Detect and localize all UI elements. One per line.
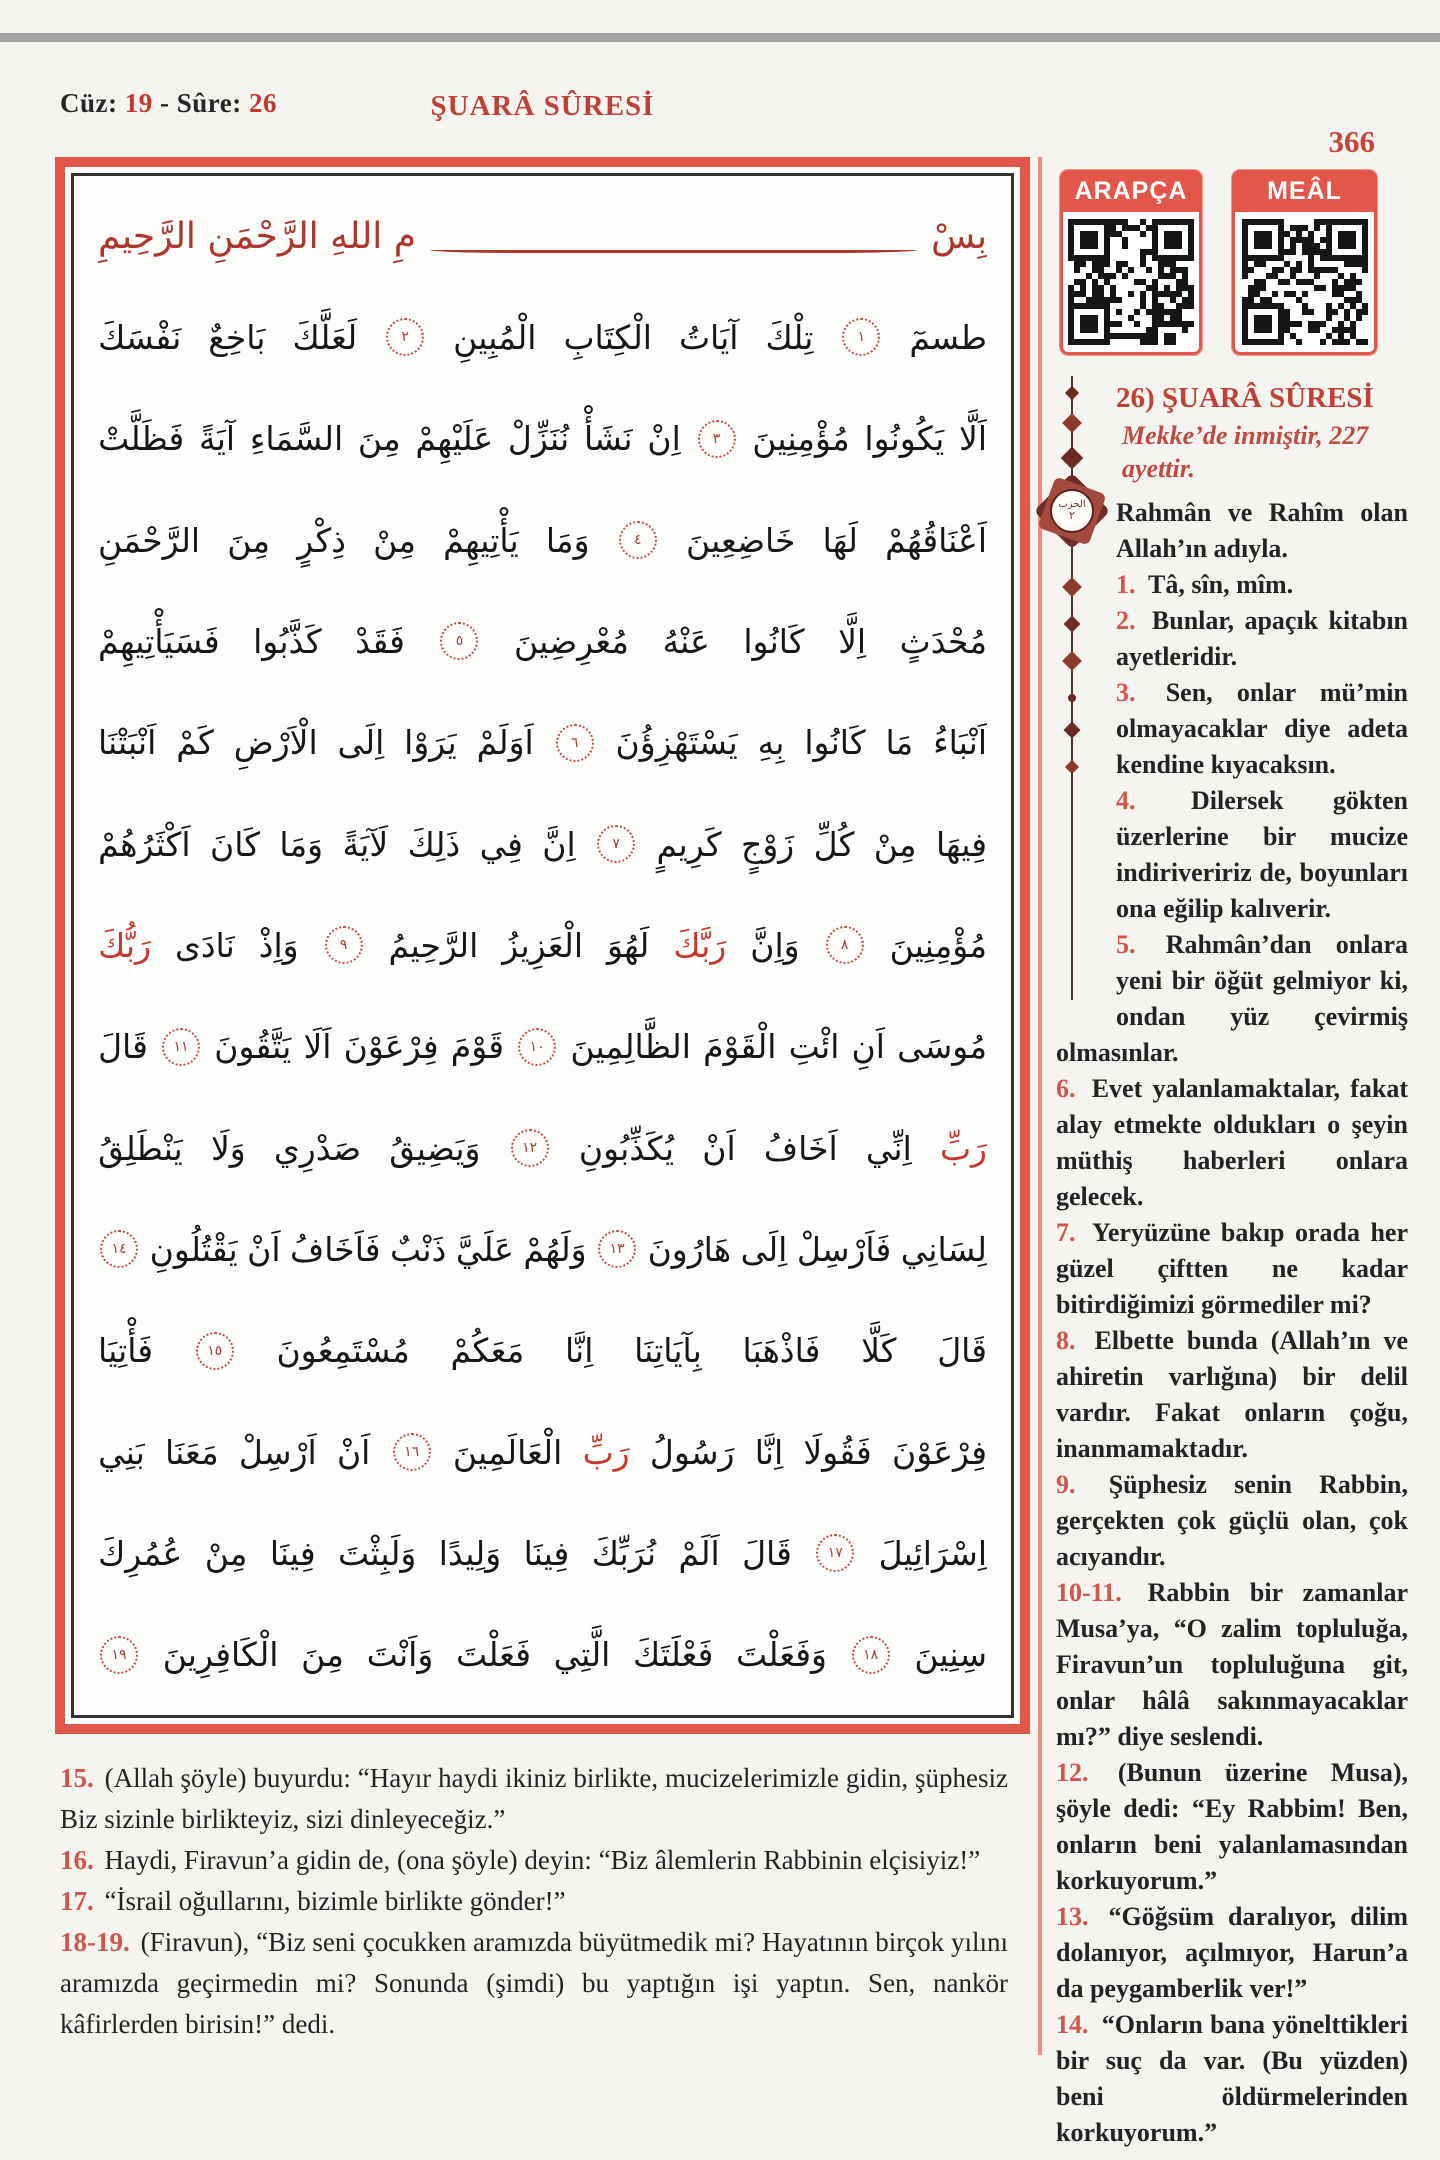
quran-word: لَآيَةً xyxy=(342,824,389,864)
quran-word: اَنْ xyxy=(702,1128,736,1168)
translation-verse: 12. (Bunun üzerine Musa), şöyle dedi: “Ey Rabbim! Ben, onların beni yalanlamasından korkuyorum.” xyxy=(1056,1758,1408,1895)
juz-label: Cüz: xyxy=(60,88,118,118)
quran-word: قَالَ xyxy=(937,1331,987,1371)
quran-word: بَاخِعٌ xyxy=(208,317,266,357)
quran-word: الظَّالِمِينَ xyxy=(570,1027,691,1067)
quran-line xyxy=(98,287,987,387)
bottom-verses xyxy=(60,1758,1008,2045)
quran-word: الْعَالَمِينَ xyxy=(452,1432,563,1472)
quran-word: الْاَرْضِ xyxy=(233,723,318,763)
quran-word: فَعَلْتَ xyxy=(455,1635,531,1675)
quran-word: لَعَلَّكَ xyxy=(292,317,358,357)
translation-verse: 6. Evet yalanlamaktalar, fakat alay etmekte oldukları o şeyin müthiş haberleri onlara gelecek. xyxy=(1056,1074,1408,1211)
quran-word: يَتَّقُونَ xyxy=(214,1027,292,1067)
quran-word: يَقْتُلُونِ xyxy=(149,1229,238,1269)
quran-word: الَّتِي xyxy=(553,1635,611,1675)
quran-line xyxy=(98,794,987,894)
quran-word: لِسَانِي xyxy=(900,1229,987,1269)
quran-word: فَقُولَا xyxy=(803,1432,872,1472)
quran-word: وَلِيدًا xyxy=(438,1533,502,1573)
quran-word: اِلَى xyxy=(740,1229,788,1269)
qr-meal-label: MEÂL xyxy=(1232,170,1377,212)
quran-word: اَرْسِلْ xyxy=(238,1432,317,1472)
quran-line xyxy=(98,693,987,793)
qr-code-meal xyxy=(1242,219,1368,345)
quran-word: تِلْكَ xyxy=(765,317,814,357)
quran-word: اِسْرَائِيلَ xyxy=(878,1533,987,1573)
quran-word: فِرْعَوْنَ xyxy=(892,1432,987,1472)
quran-line xyxy=(98,895,987,995)
quran-word: كَانَ xyxy=(209,824,260,864)
translation-verse: 9. Şüphesiz senin Rabbin, gerçekten çok güçlü olan, çok acıyandır. xyxy=(1056,1470,1408,1571)
quran-line xyxy=(98,1301,987,1401)
quran-word: رَسُولُ xyxy=(649,1432,735,1472)
quran-word-highlighted: رَبَّكَ xyxy=(673,925,727,965)
quran-word: اَلَّا xyxy=(959,419,987,459)
quran-word: اَنْ xyxy=(247,1229,281,1269)
verse-number: 14. xyxy=(1056,2010,1096,2039)
quran-word: ذَلِكَ xyxy=(407,824,461,864)
surah-value: 26 xyxy=(249,88,278,118)
header-separator: - xyxy=(160,88,170,118)
verse-marker: ١٧ xyxy=(816,1534,854,1572)
quran-word: عَنْهُ xyxy=(662,621,710,661)
quran-word: لَهَا xyxy=(822,520,858,560)
verse-number: 12. xyxy=(1056,1758,1112,1787)
translation-verse: 1. Tâ, sîn, mîm. xyxy=(1116,570,1294,599)
verse-marker: ٢ xyxy=(386,318,424,356)
basmala-kashida xyxy=(430,250,917,253)
qr-block-meal xyxy=(1232,170,1377,355)
verse-number: 18-19. xyxy=(60,1927,137,1957)
quran-word: وَيَضِيقُ xyxy=(389,1128,481,1168)
quran-text-area xyxy=(71,173,1014,1718)
quran-word: كُلِّ xyxy=(813,824,855,864)
translation-verse: Rahmân ve Rahîm olan Allah’ın adıyla. xyxy=(1116,498,1408,563)
quran-word: ذَنْبٌ xyxy=(390,1229,447,1269)
quran-word: نُنَزِّلْ xyxy=(507,419,570,459)
quran-word: اَوَلَمْ xyxy=(476,723,534,763)
quran-word: مِنَ xyxy=(301,1635,344,1675)
quran-word: وَمَا xyxy=(279,824,324,864)
translation-verse: 7. Yeryüzüne bakıp orada her güzel çiftten ne kadar bitirdiğimizi görmediler mi? xyxy=(1056,1218,1409,1319)
quran-word: آيَةً xyxy=(199,419,236,459)
verse-marker: ٥ xyxy=(440,622,478,660)
quran-word: وَاِذْ xyxy=(258,925,299,965)
quran-word: عَلَيْهِمْ xyxy=(415,419,494,459)
quran-word: صَدْرِي xyxy=(273,1128,362,1168)
quran-word: مِنَ xyxy=(357,419,401,459)
quran-word: وَلَبِثْتَ xyxy=(338,1533,417,1573)
quran-word: كَذَّبُوا xyxy=(253,621,322,661)
top-divider-rule xyxy=(0,33,1440,42)
quran-word: مِنْ xyxy=(204,1533,248,1573)
verse-number: 6. xyxy=(1056,1074,1086,1103)
quran-word: بِهِ xyxy=(757,723,785,763)
quran-word: الرَّحْمَنِ xyxy=(98,520,201,560)
quran-word: وَلَا xyxy=(210,1128,246,1168)
quran-word: وَفَعَلْتَ xyxy=(736,1635,827,1675)
quran-word: مُعْرِضِينَ xyxy=(514,621,629,661)
quran-word: فِينَا xyxy=(269,1533,316,1573)
translation-verse: 3. Sen, onlar mü’min olmayacaklar diye adeta kendine kıyacaksın. xyxy=(1116,678,1408,779)
hizb-number: ٢ xyxy=(1069,509,1075,522)
quran-word: الْمُبِينِ xyxy=(453,317,537,357)
quran-word: اَنْبَاءُ xyxy=(933,723,987,763)
verse-number: 13. xyxy=(1056,1902,1103,1931)
quran-word: يَرَوْا xyxy=(404,723,457,763)
quran-word: يَكُونُوا xyxy=(864,419,945,459)
verse-marker: ٤ xyxy=(619,521,657,559)
verse-marker: ٧ xyxy=(597,825,635,863)
quran-word: خَاضِعِينَ xyxy=(685,520,796,560)
verse-number: 15. xyxy=(60,1763,101,1793)
verse-number: 16. xyxy=(60,1845,101,1875)
basmala-right: بِسْ xyxy=(931,215,987,257)
quran-text-frame xyxy=(55,157,1030,1734)
quran-word: فَظَلَّتْ xyxy=(98,419,185,459)
quran-word: نَشَأْ xyxy=(583,419,633,459)
quran-word: مَعَكُمْ xyxy=(450,1331,525,1371)
quran-word: مُؤْمِنِينَ xyxy=(889,925,987,965)
quran-word: يَسْتَهْزِؤُنَ xyxy=(615,723,738,763)
quran-word: عَلَيَّ xyxy=(455,1229,514,1269)
quran-word: نَادَى xyxy=(175,925,235,965)
quran-word: اَلَمْ xyxy=(678,1533,720,1573)
quran-word: كَانُوا xyxy=(804,723,866,763)
verse-number: 17. xyxy=(60,1886,101,1916)
qr-code-arabic xyxy=(1068,219,1194,345)
quran-word: فَاَخَافُ xyxy=(290,1229,381,1269)
verse-marker: ١٦ xyxy=(393,1433,431,1471)
quran-word: لَهُوَ xyxy=(607,925,650,965)
quran-word-highlighted: رَبِّ xyxy=(939,1128,987,1168)
quran-word: وَاِنَّ xyxy=(750,925,800,965)
surah-label: Sûre: xyxy=(176,88,242,118)
quran-word: اِنَّ xyxy=(542,824,576,864)
verse-marker: ٦ xyxy=(556,724,594,762)
quran-word-highlighted: رَبُّكَ xyxy=(98,925,152,965)
bottom-translation xyxy=(60,1758,1008,2045)
verse-number: 1. xyxy=(1116,570,1142,599)
translation-verse: 10-11. Rabbin bir zamanlar Musa’ya, “O zalim topluluğa, Firavun’un topluluğuna git, onlar hâlâ sakınmayacaklar mı?” diye seslendi. xyxy=(1056,1578,1408,1751)
quran-word: قَالَ xyxy=(742,1533,792,1573)
quran-line xyxy=(98,1402,987,1502)
verse-marker: ١٢ xyxy=(511,1129,549,1167)
quran-line xyxy=(98,1605,987,1705)
quran-word: فِيهَا xyxy=(936,824,987,864)
quran-word: فَقَدْ xyxy=(355,621,405,661)
quran-word: الْكِتَابِ xyxy=(563,317,652,357)
basmala-left: مِ اللهِ الرَّحْمَنِ الرَّحِيمِ xyxy=(98,215,417,257)
page-number: 366 xyxy=(1328,124,1375,159)
translation-verse: 8. Elbette bunda (Allah’ın ve ahiretin varlığına) bir delil vardır. Fakat onların çoğu, inanmamaktadır. xyxy=(1056,1326,1408,1463)
verse-marker: ١٥ xyxy=(196,1332,234,1370)
quran-word: مُوسَى xyxy=(897,1027,987,1067)
quran-word: اِلَى xyxy=(337,723,385,763)
quran-word: مُؤْمِنِينَ xyxy=(752,419,850,459)
quran-word: اِلَّا xyxy=(838,621,867,661)
quran-line xyxy=(98,997,987,1097)
quran-word: فَسَيَأْتِيهِمْ xyxy=(98,621,220,661)
quran-word: مَا xyxy=(885,723,914,763)
quran-word: فَاَرْسِلْ xyxy=(796,1229,892,1269)
verse-number: 2. xyxy=(1116,606,1146,635)
verse-marker: ١٠ xyxy=(518,1028,556,1066)
quran-word: فِينَا xyxy=(523,1533,570,1573)
quran-word-highlighted: رَبِّ xyxy=(582,1432,630,1472)
quran-word: اَلَا xyxy=(303,1027,332,1067)
quran-word: قَالَ xyxy=(98,1027,148,1067)
quran-word: ائْتِ xyxy=(788,1027,840,1067)
quran-word: فَأْتِيَا xyxy=(98,1331,154,1371)
quran-word: نَفْسَكَ xyxy=(98,317,182,357)
quran-word: مُسْتَمِعُونَ xyxy=(276,1331,410,1371)
translation-verse: 15. (Allah şöyle) buyurdu: “Hayır haydi ikiniz birlikte, mucizelerimizle gidin, şüphesiz Biz sizinle birlikteyiz, sizi dinleyeceğiz.” xyxy=(60,1763,1009,1834)
verse-marker: ١٩ xyxy=(100,1636,138,1674)
quran-word: بَنِي xyxy=(98,1432,145,1472)
quran-word: اِنَّا xyxy=(754,1432,784,1472)
quran-word: بِآيَاتِنَا xyxy=(634,1331,702,1371)
quran-line xyxy=(98,1098,987,1198)
quran-word: فِرْعَوْنَ xyxy=(343,1027,439,1067)
hizb-medallion xyxy=(1050,489,1094,533)
quran-word: الْكَافِرِينَ xyxy=(162,1635,279,1675)
surah-heading: 26) ŞUARÂ SÛRESİ xyxy=(1116,382,1374,414)
quran-word: هَارُونَ xyxy=(647,1229,732,1269)
verse-number: 3. xyxy=(1116,678,1160,707)
quran-word: فَعْلَتَكَ xyxy=(632,1635,714,1675)
quran-word: مَعَنَا xyxy=(165,1432,219,1472)
quran-word: مِنَ xyxy=(227,520,271,560)
quran-word: مِنْ xyxy=(373,520,416,560)
quran-word: وَاَنْتَ xyxy=(366,1635,434,1675)
page-title: ŞUARÂ SÛRESİ xyxy=(430,90,655,122)
quran-word: طسمٓ xyxy=(909,317,987,357)
quran-word: اَنْ xyxy=(336,1432,371,1472)
quran-word: مُحْدَثٍ xyxy=(899,621,987,661)
verse-number: 9. xyxy=(1056,1470,1103,1499)
verse-number: 7. xyxy=(1056,1218,1086,1247)
surah-subheading: Mekke’de inmiştir, 227 ayettir. xyxy=(1122,421,1369,483)
quran-line xyxy=(98,389,987,489)
translation-verse: 18-19. (Firavun), “Biz seni çocukken aramızda büyütmedik mi? Hayatının birçok yılını aramızda geçirmedin mi? Sonunda (şimdi) bu yaptığın işi yaptın. Sen, nankör kâfirlerden birisin!” dedi. xyxy=(60,1927,1008,2039)
quran-word: فِي xyxy=(479,824,523,864)
quran-word: كَرِيمٍ xyxy=(656,824,722,864)
translation-verse: 16. Haydi, Firavun’a gidin de, (ona şöyle) deyin: “Biz âlemlerin Rabbinin elçisiyiz!” xyxy=(60,1845,981,1875)
quran-word: ذِكْرٍ xyxy=(297,520,346,560)
quran-word: وَلَهُمْ xyxy=(523,1229,587,1269)
quran-word: اَخَافُ xyxy=(763,1128,838,1168)
quran-word: فَاذْهَبَا xyxy=(742,1331,821,1371)
verse-marker: ٨ xyxy=(826,926,864,964)
quran-word: اِنِّي xyxy=(865,1128,912,1168)
verse-number: 8. xyxy=(1056,1326,1089,1355)
juz-value: 19 xyxy=(124,88,153,118)
verse-marker: ٩ xyxy=(325,926,363,964)
quran-line xyxy=(98,490,987,590)
translation-verse: 5. Rahmân’dan onlara yeni bir öğüt gelmiyor ki, ondan yüz çevirmiş olmasınlar. xyxy=(1056,930,1408,1067)
quran-word: آيَاتُ xyxy=(678,317,739,357)
verse-marker: ١٣ xyxy=(598,1230,636,1268)
verse-number: 4. xyxy=(1116,786,1185,815)
translation-sidebar xyxy=(1056,382,1408,2151)
qr-arabic-label: ARAPÇA xyxy=(1060,170,1202,212)
quran-word: يَأْتِيهِمْ xyxy=(443,520,519,560)
basmala-line xyxy=(98,186,987,286)
verse-marker: ١٤ xyxy=(100,1230,138,1268)
translation-verse: 17. “İsrail oğullarını, bizimle birlikte gönder!” xyxy=(60,1886,566,1916)
quran-word: اِنْ xyxy=(647,419,681,459)
verse-marker: ١٨ xyxy=(852,1636,890,1674)
quran-word: السَّمَاءِ xyxy=(249,419,344,459)
quran-word: كَانُوا xyxy=(743,621,805,661)
verse-marker: ٣ xyxy=(698,420,736,458)
verse-marker: ١ xyxy=(842,318,880,356)
sidebar-verses xyxy=(1056,495,1408,2151)
quran-word: كَمْ xyxy=(176,723,214,763)
quran-word: يُكَذِّبُونِ xyxy=(578,1128,675,1168)
quran-line xyxy=(98,1199,987,1299)
hizb-label: الحزب xyxy=(1058,499,1086,510)
translation-verse: 4. Dilersek gökten üzerlerine bir mucize indiriveririz de, boyunları ona eğilip kalıverir. xyxy=(1116,786,1409,923)
quran-word: زَوْجٍ xyxy=(741,824,795,864)
translation-verse: 13. “Göğsüm daralıyor, dilim dolanıyor, açılmıyor, Harun’a da peygamberlik ver!” xyxy=(1056,1902,1408,2003)
verse-number: 5. xyxy=(1116,930,1160,959)
quran-word: الْقَوْمَ xyxy=(703,1027,777,1067)
quran-word: الْعَزِيزُ xyxy=(502,925,584,965)
quran-word: الرَّحِيمُ xyxy=(388,925,479,965)
verse-marker: ١١ xyxy=(162,1028,200,1066)
hizb-ornament xyxy=(1040,372,1106,1008)
quran-word: مِنْ xyxy=(873,824,917,864)
quran-word: عُمُرِكَ xyxy=(98,1533,183,1573)
translation-verse: 14. “Onların bana yönelttikleri bir suç da var. (Bu yüzden) beni öldürmelerinden korkuyorum.” xyxy=(1056,2010,1408,2147)
quran-word: وَمَا xyxy=(545,520,590,560)
quran-word: يَنْطَلِقُ xyxy=(98,1128,183,1168)
quran-word: اِنَّا xyxy=(564,1331,594,1371)
quran-word: كَلَّا xyxy=(861,1331,897,1371)
verse-number: 10-11. xyxy=(1056,1578,1142,1607)
quran-line xyxy=(98,591,987,691)
quran-word: اَكْثَرُهُمْ xyxy=(98,824,191,864)
quran-word: سِنِينَ xyxy=(914,1635,987,1675)
qr-block-arabic xyxy=(1060,170,1202,355)
quran-line xyxy=(98,1503,987,1603)
quran-word: قَوْمَ xyxy=(450,1027,505,1067)
quran-word: اَعْنَاقُهُمْ xyxy=(885,520,987,560)
quran-word: اَنْبَتْنَا xyxy=(98,723,157,763)
quran-word: اَنِ xyxy=(851,1027,885,1067)
quran-word: نُرَبِّكَ xyxy=(591,1533,657,1573)
translation-verse: 2. Bunlar, apaçık kitabın ayetleridir. xyxy=(1116,606,1409,671)
